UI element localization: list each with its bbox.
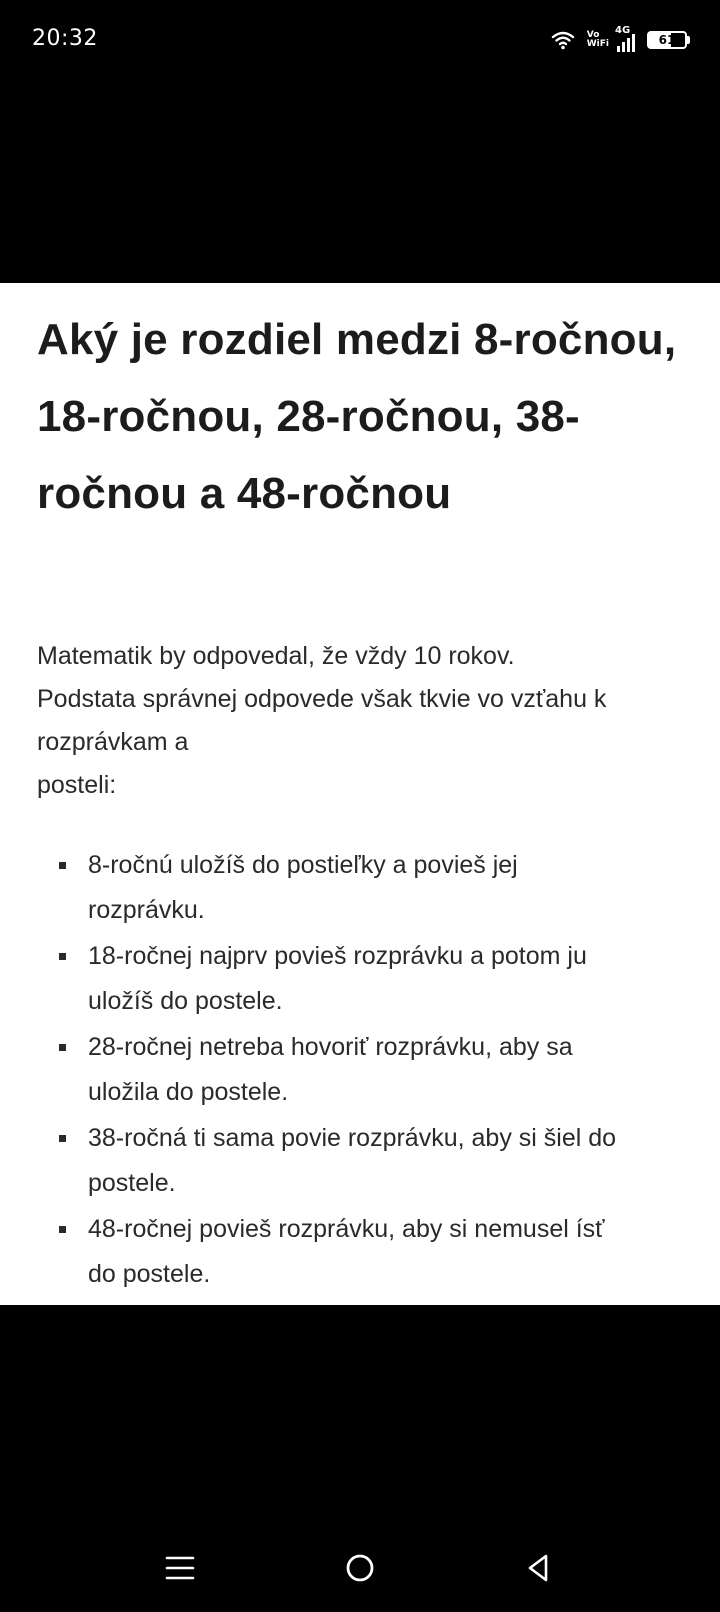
signal-bar (617, 46, 620, 52)
list-item-text (88, 1207, 707, 1297)
list-item (37, 934, 707, 1024)
signal-bar (627, 38, 630, 52)
vowifi-top-label: Vo (586, 30, 600, 40)
list-item (37, 1116, 707, 1206)
list-item (37, 1025, 707, 1115)
list-item-text (88, 1116, 707, 1206)
list-item-line: do postele. (88, 1260, 211, 1288)
list-item-line: postele. (88, 1169, 176, 1197)
post-intro (37, 635, 717, 807)
home-icon (345, 1553, 375, 1588)
back-button[interactable] (509, 1540, 569, 1600)
bullet-icon (59, 1226, 66, 1233)
intro-line: Podstata správnej odpovede však tkvie vo vzťahu k (37, 685, 607, 713)
status-icons (551, 26, 690, 54)
list-item-text (88, 1025, 707, 1115)
navigation-bar (0, 1540, 720, 1600)
list-item-line: uložíš do postele. (88, 987, 283, 1015)
battery-cap (687, 36, 690, 44)
bullet-icon (59, 862, 66, 869)
bullet-icon (59, 953, 66, 960)
list-item (37, 843, 707, 933)
list-item-line: uložila do postele. (88, 1078, 289, 1106)
signal-bar (632, 34, 635, 52)
list-item-line: rozprávku. (88, 896, 205, 924)
list-item-line: 18-ročnej najprv povieš rozprávku a potom ju (88, 942, 587, 970)
bullet-icon (59, 1135, 66, 1142)
wifi-icon (551, 30, 575, 50)
signal-bar (622, 42, 625, 52)
intro-line: Matematik by odpovedal, že vždy 10 rokov. (37, 642, 515, 670)
list-item-line: 38-ročná ti sama povie rozprávku, aby si šiel do (88, 1124, 617, 1152)
signal-icon (615, 25, 635, 52)
list-item (37, 1207, 707, 1297)
status-bar (0, 0, 720, 80)
list-item-line: 48-ročnej povieš rozprávku, aby si nemusel ísť (88, 1215, 605, 1243)
home-button[interactable] (330, 1540, 390, 1600)
battery-body (647, 31, 687, 49)
intro-line: rozprávkam a (37, 728, 189, 756)
network-type-label: 4G (615, 25, 631, 36)
list-item-line: 28-ročnej netreba hovoriť rozprávku, aby sa (88, 1033, 573, 1061)
list-item-line: 8-ročnú uložíš do postieľky a povieš jej (88, 851, 518, 879)
status-time: 20:32 (32, 26, 98, 51)
vowifi-indicator (587, 31, 609, 49)
list-item-text (88, 843, 707, 933)
battery-level: 61 (658, 33, 676, 47)
intro-line: posteli: (37, 771, 117, 799)
list-item-text (88, 934, 707, 1024)
bullet-icon (59, 1044, 66, 1051)
menu-icon (165, 1553, 195, 1588)
post-list (37, 843, 707, 1298)
vowifi-bottom-label: WiFi (586, 39, 609, 49)
battery-icon (647, 31, 690, 49)
recent-apps-button[interactable] (150, 1540, 210, 1600)
post-image (0, 283, 720, 1305)
back-icon (524, 1553, 554, 1588)
post-headline: Aký je rozdiel medzi 8-ročnou, 18-ročnou, 28-ročnou, 38-ročnou a 48-ročnou (37, 315, 677, 518)
